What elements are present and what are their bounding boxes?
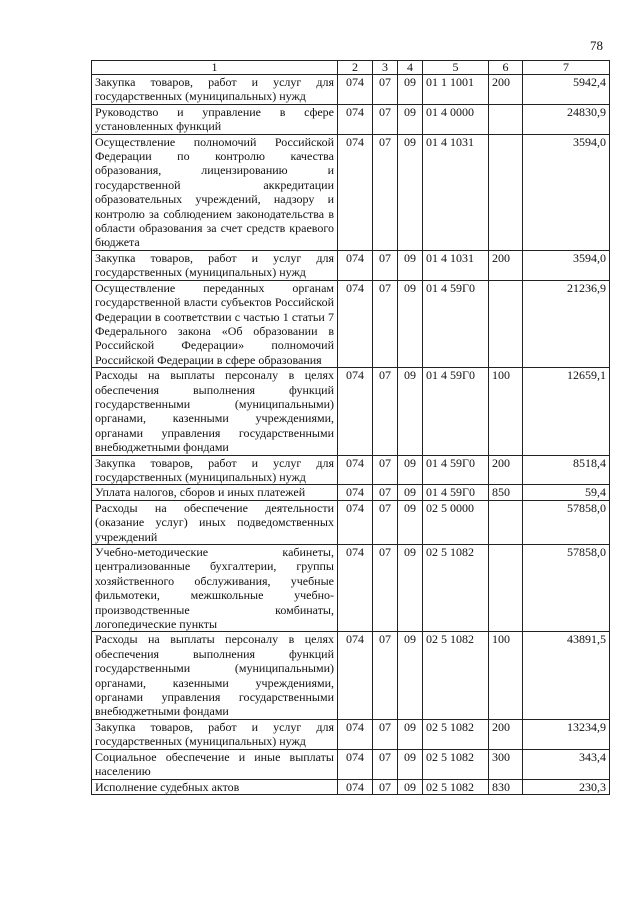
row-section: 07 — [373, 779, 398, 794]
table-row — [92, 545, 610, 632]
header-col-1: 1 — [92, 61, 338, 75]
row-target-code: 01 4 1031 — [423, 250, 489, 280]
table-row — [92, 368, 610, 455]
table-row — [92, 500, 610, 544]
row-subsection: 09 — [398, 250, 423, 280]
row-subsection: 09 — [398, 719, 423, 749]
row-target-code: 01 4 0000 — [423, 104, 489, 134]
row-sum: 43891,5 — [523, 632, 610, 719]
row-sum: 3594,0 — [523, 134, 610, 250]
row-expense-type: 200 — [489, 250, 523, 280]
row-target-code: 01 4 59Г0 — [423, 368, 489, 455]
table-row — [92, 280, 610, 367]
row-expense-type: 100 — [489, 632, 523, 719]
row-target-code: 02 5 1082 — [423, 779, 489, 794]
row-section: 07 — [373, 632, 398, 719]
table-row — [92, 250, 610, 280]
row-subsection: 09 — [398, 485, 423, 500]
row-name: Осуществление переданных органам государственной власти субъектов Российской Федерации в соответствии с частью 1 статьи 7 Федерального закона «Об образовании в Российской Федерации» полномочий Российской Федерации в сфере образования — [92, 280, 338, 367]
row-expense-type — [489, 280, 523, 367]
row-subsection: 09 — [398, 545, 423, 632]
row-section: 07 — [373, 545, 398, 632]
row-section: 07 — [373, 455, 398, 485]
row-section: 07 — [373, 368, 398, 455]
row-section: 07 — [373, 280, 398, 367]
row-sum: 3594,0 — [523, 250, 610, 280]
table-row — [92, 134, 610, 250]
header-col-2: 2 — [338, 61, 373, 75]
row-subsection: 09 — [398, 368, 423, 455]
row-expense-type: 830 — [489, 779, 523, 794]
row-section: 07 — [373, 485, 398, 500]
row-subsection: 09 — [398, 749, 423, 779]
row-name: Закупка товаров, работ и услуг для государственных (муниципальных) нужд — [92, 719, 338, 749]
row-target-code: 01 4 59Г0 — [423, 280, 489, 367]
row-section: 07 — [373, 134, 398, 250]
row-sum: 12659,1 — [523, 368, 610, 455]
row-target-code: 01 4 1031 — [423, 134, 489, 250]
row-name: Закупка товаров, работ и услуг для государственных (муниципальных) нужд — [92, 75, 338, 105]
row-expense-type: 200 — [489, 719, 523, 749]
table-row — [92, 104, 610, 134]
row-sum: 59,4 — [523, 485, 610, 500]
row-name: Закупка товаров, работ и услуг для государственных (муниципальных) нужд — [92, 455, 338, 485]
row-target-code: 02 5 0000 — [423, 500, 489, 544]
row-section: 07 — [373, 104, 398, 134]
header-col-5: 5 — [423, 61, 489, 75]
row-subsection: 09 — [398, 632, 423, 719]
row-sum: 5942,4 — [523, 75, 610, 105]
header-col-6: 6 — [489, 61, 523, 75]
table-row — [92, 632, 610, 719]
row-section: 07 — [373, 719, 398, 749]
row-name: Уплата налогов, сборов и иных платежей — [92, 485, 338, 500]
row-subsection: 09 — [398, 280, 423, 367]
row-grbs: 074 — [338, 485, 373, 500]
row-sum: 21236,9 — [523, 280, 610, 367]
row-section: 07 — [373, 75, 398, 105]
row-name: Осуществление полномочий Российской Федерации по контролю качества образования, лицензированию и государственной аккредитации образовательных учреждений, надзору и контролю за соблюдением законодательства в области образования за счет средств краевого бюджета — [92, 134, 338, 250]
row-grbs: 074 — [338, 280, 373, 367]
row-grbs: 074 — [338, 500, 373, 544]
row-expense-type: 850 — [489, 485, 523, 500]
row-name: Социальное обеспечение и иные выплаты населению — [92, 749, 338, 779]
row-name: Расходы на выплаты персоналу в целях обеспечения выполнения функций государственными (муниципальными) органами, казенными учреждениями, органами управления государственными внебюджетными фондами — [92, 368, 338, 455]
table-row — [92, 75, 610, 105]
row-name: Закупка товаров, работ и услуг для государственных (муниципальных) нужд — [92, 250, 338, 280]
row-sum: 57858,0 — [523, 500, 610, 544]
row-section: 07 — [373, 250, 398, 280]
row-grbs: 074 — [338, 368, 373, 455]
row-name: Расходы на обеспечение деятельности (оказание услуг) иных подведомственных учреждений — [92, 500, 338, 544]
row-grbs: 074 — [338, 134, 373, 250]
row-expense-type — [489, 545, 523, 632]
row-grbs: 074 — [338, 545, 373, 632]
budget-table — [91, 60, 610, 795]
row-expense-type: 100 — [489, 368, 523, 455]
row-sum: 230,3 — [523, 779, 610, 794]
row-target-code: 01 4 59Г0 — [423, 485, 489, 500]
row-grbs: 074 — [338, 104, 373, 134]
header-col-3: 3 — [373, 61, 398, 75]
header-col-4: 4 — [398, 61, 423, 75]
row-section: 07 — [373, 749, 398, 779]
row-subsection: 09 — [398, 779, 423, 794]
row-expense-type — [489, 134, 523, 250]
row-subsection: 09 — [398, 134, 423, 250]
table-row — [92, 719, 610, 749]
row-subsection: 09 — [398, 104, 423, 134]
row-grbs: 074 — [338, 632, 373, 719]
table-row — [92, 455, 610, 485]
row-grbs: 074 — [338, 75, 373, 105]
row-target-code: 02 5 1082 — [423, 719, 489, 749]
row-expense-type — [489, 104, 523, 134]
row-target-code: 02 5 1082 — [423, 545, 489, 632]
row-name: Руководство и управление в сфере установленных функций — [92, 104, 338, 134]
row-section: 07 — [373, 500, 398, 544]
header-col-7: 7 — [523, 61, 610, 75]
row-sum: 57858,0 — [523, 545, 610, 632]
page-number: 78 — [590, 38, 603, 53]
header-row — [92, 61, 610, 75]
row-subsection: 09 — [398, 455, 423, 485]
table-row — [92, 779, 610, 794]
row-grbs: 074 — [338, 455, 373, 485]
row-subsection: 09 — [398, 75, 423, 105]
row-name: Расходы на выплаты персоналу в целях обеспечения выполнения функций государственными (муниципальными) органами, казенными учреждениями, органами управления государственными внебюджетными фондами — [92, 632, 338, 719]
row-name: Исполнение судебных актов — [92, 779, 338, 794]
row-target-code: 02 5 1082 — [423, 749, 489, 779]
table-row — [92, 749, 610, 779]
table-row — [92, 485, 610, 500]
row-grbs: 074 — [338, 250, 373, 280]
row-expense-type: 300 — [489, 749, 523, 779]
row-sum: 343,4 — [523, 749, 610, 779]
row-name: Учебно-методические кабинеты, централизованные бухгалтерии, группы хозяйственного обслуживания, учебные фильмотеки, межшкольные учебно-производственные комбинаты, логопедические пункты — [92, 545, 338, 632]
row-target-code: 02 5 1082 — [423, 632, 489, 719]
row-grbs: 074 — [338, 749, 373, 779]
row-sum: 13234,9 — [523, 719, 610, 749]
row-sum: 8518,4 — [523, 455, 610, 485]
row-subsection: 09 — [398, 500, 423, 544]
row-expense-type — [489, 500, 523, 544]
row-expense-type: 200 — [489, 455, 523, 485]
row-sum: 24830,9 — [523, 104, 610, 134]
row-target-code: 01 1 1001 — [423, 75, 489, 105]
row-grbs: 074 — [338, 779, 373, 794]
row-expense-type: 200 — [489, 75, 523, 105]
row-grbs: 074 — [338, 719, 373, 749]
row-target-code: 01 4 59Г0 — [423, 455, 489, 485]
